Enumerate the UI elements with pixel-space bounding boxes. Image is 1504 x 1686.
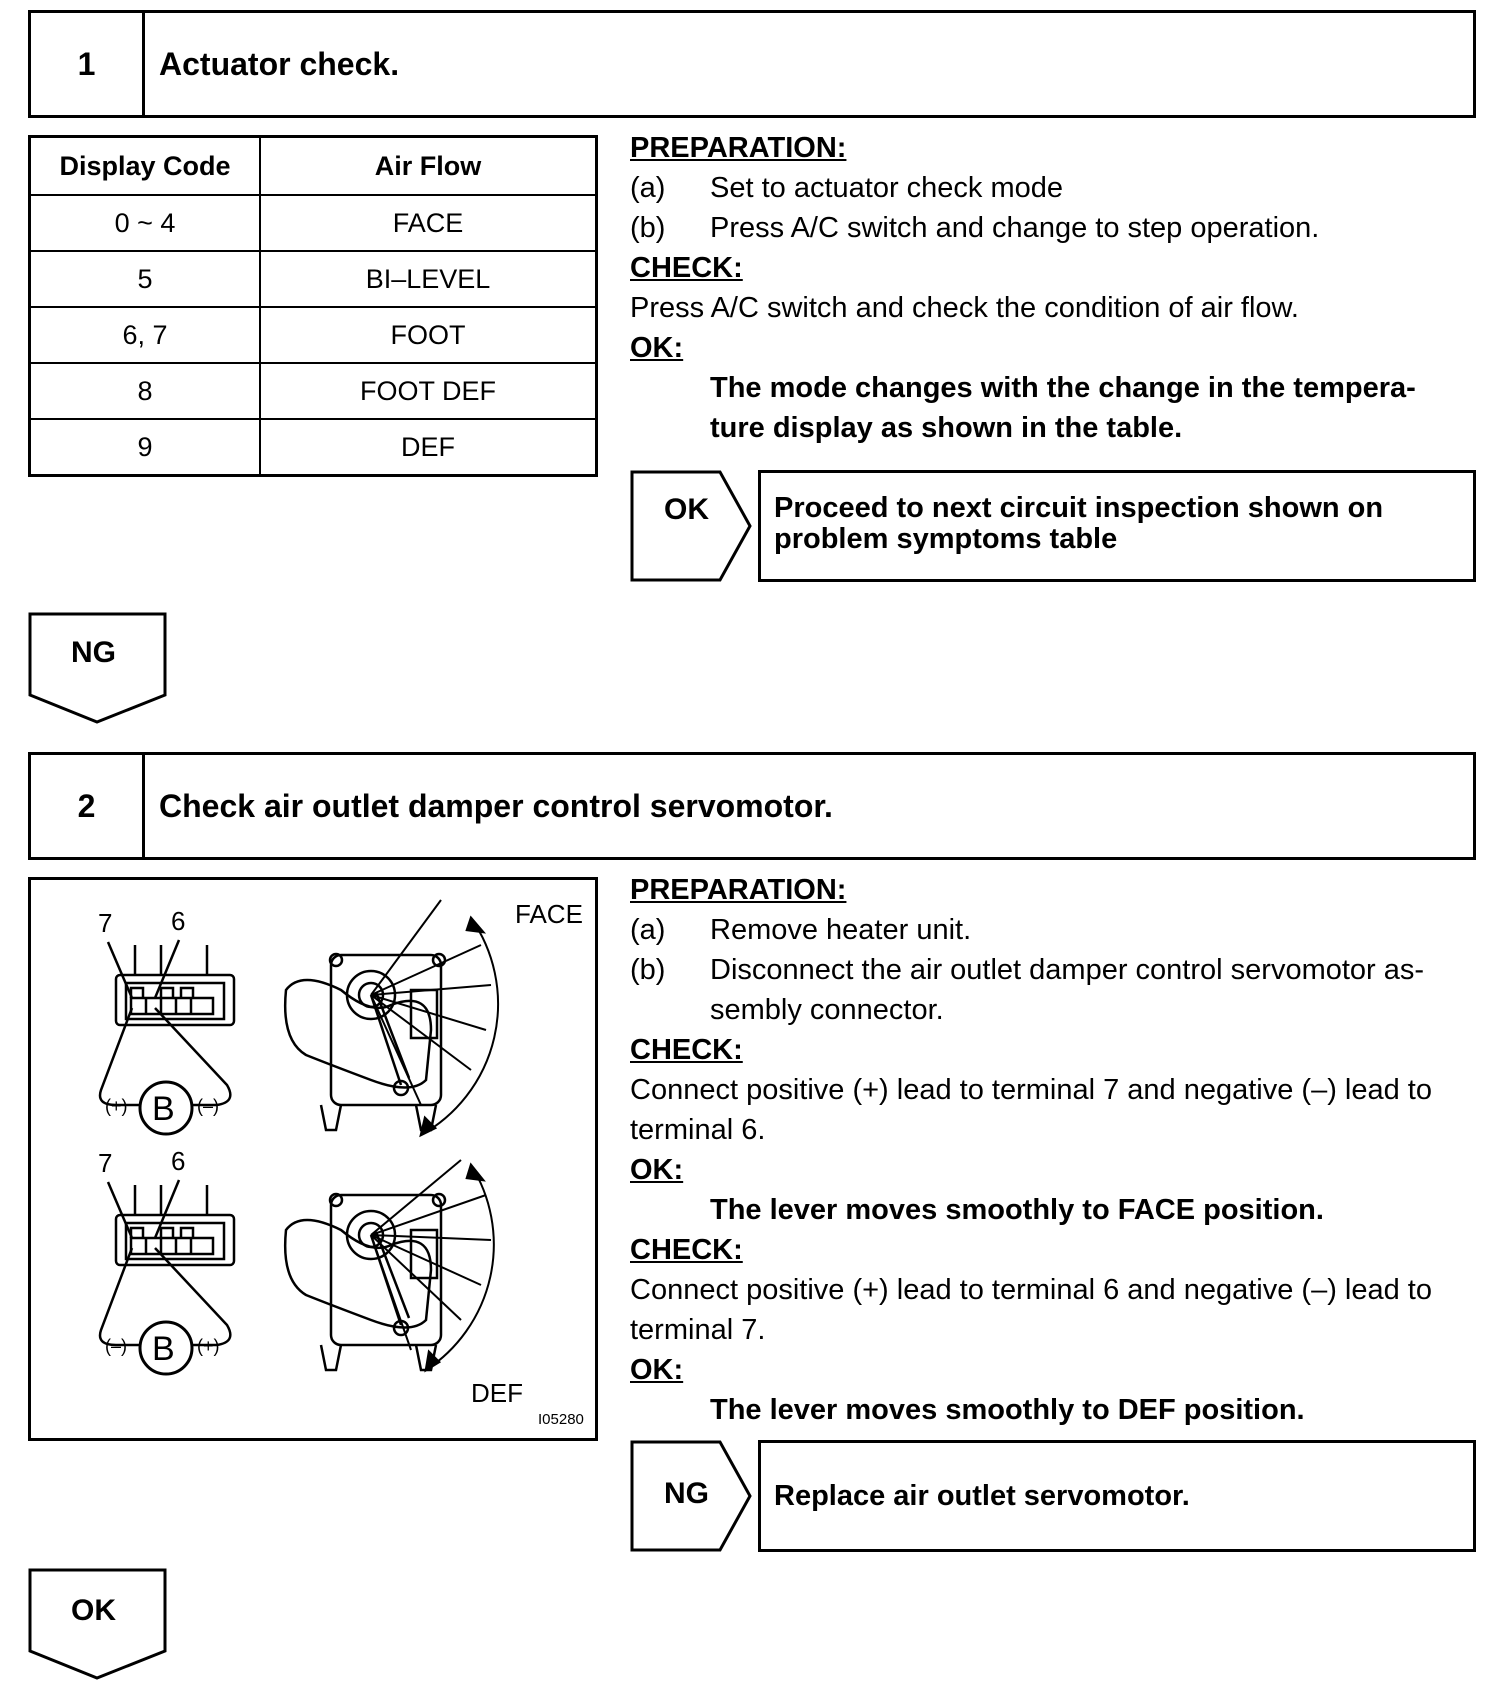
step1-number: 1 bbox=[31, 13, 145, 115]
step2-result-text: Replace air outlet servomotor. bbox=[774, 1480, 1190, 1512]
step1-ok-arrow-label: OK bbox=[664, 493, 709, 526]
table-cell-flow: FACE bbox=[260, 195, 597, 251]
step2-check2-line2: terminal 7. bbox=[630, 1314, 766, 1346]
step1-prep-b-text: Press A/C switch and change to step operation. bbox=[710, 212, 1320, 244]
step2-check1-heading: CHECK: bbox=[630, 1034, 743, 1066]
step2-check2-line1: Connect positive (+) lead to terminal 6 and negative (–) lead to bbox=[630, 1274, 1432, 1306]
face-position-label: FACE bbox=[515, 899, 583, 929]
step1-result-box bbox=[758, 470, 1476, 582]
top-battery-label: B bbox=[152, 1090, 175, 1128]
bottom-connector bbox=[116, 1185, 234, 1265]
def-position-label: DEF bbox=[471, 1378, 523, 1408]
step2-prep-b bbox=[630, 950, 1432, 990]
table-row bbox=[30, 195, 597, 251]
top-terminal-6-label: 6 bbox=[171, 906, 186, 936]
bottom-battery-label: B bbox=[152, 1330, 175, 1368]
table-cell-flow: DEF bbox=[260, 419, 597, 476]
figure-id-label: I05280 bbox=[538, 1411, 584, 1428]
table-cell-flow: BI–LEVEL bbox=[260, 251, 597, 307]
step2-result-box bbox=[758, 1440, 1476, 1552]
step1-ng-flow-label: NG bbox=[71, 636, 116, 669]
table-row bbox=[30, 251, 597, 307]
table-header-display-code: Display Code bbox=[30, 137, 261, 196]
step2-check2-heading: CHECK: bbox=[630, 1234, 743, 1266]
step1-preparation-heading: PREPARATION: bbox=[630, 132, 847, 164]
step1-prep-a-label: (a) bbox=[630, 172, 666, 204]
step2-ng-arrow-label: NG bbox=[664, 1477, 709, 1510]
table-cell-code: 0 ~ 4 bbox=[30, 195, 261, 251]
step2-instructions bbox=[630, 870, 1432, 1430]
table-row bbox=[30, 419, 597, 476]
top-plus-label: (+) bbox=[105, 1096, 128, 1116]
step2-ok2-heading: OK: bbox=[630, 1354, 684, 1386]
step1-ok-line2: ture display as shown in the table. bbox=[710, 412, 1183, 444]
step1-prep-b-label: (b) bbox=[630, 212, 666, 244]
top-position-lines bbox=[371, 900, 498, 1135]
servomotor-figure bbox=[28, 877, 598, 1441]
bottom-minus-label: (–) bbox=[105, 1336, 127, 1356]
table-cell-flow: FOOT bbox=[260, 307, 597, 363]
step2-prep-b-label: (b) bbox=[630, 954, 666, 986]
step2-prep-a bbox=[630, 910, 1432, 950]
table-cell-flow: FOOT DEF bbox=[260, 363, 597, 419]
step2-ok2-text: The lever moves smoothly to DEF position. bbox=[710, 1394, 1305, 1426]
table-row bbox=[30, 307, 597, 363]
top-terminal-7-label: 7 bbox=[98, 908, 113, 938]
bottom-terminal-6-label: 6 bbox=[171, 1146, 186, 1176]
step2-prep-a-text: Remove heater unit. bbox=[710, 914, 972, 946]
table-header-air-flow: Air Flow bbox=[260, 137, 597, 196]
table-header-row bbox=[30, 137, 597, 196]
table-row bbox=[30, 363, 597, 419]
display-code-table bbox=[28, 135, 598, 477]
step1-result-line1: Proceed to next circuit inspection shown on bbox=[774, 492, 1384, 524]
step1-prep-a-text: Set to actuator check mode bbox=[710, 172, 1064, 204]
bottom-terminal-7-label: 7 bbox=[98, 1148, 113, 1178]
step1-header bbox=[28, 10, 1476, 118]
step1-prep-b bbox=[630, 208, 1416, 248]
top-connector bbox=[116, 945, 234, 1025]
servomotor-diagram bbox=[31, 880, 595, 1438]
step1-ok-line1: The mode changes with the change in the tempera- bbox=[710, 372, 1416, 404]
step2-ok-flow-label: OK bbox=[71, 1594, 116, 1627]
step2-ok1-text: The lever moves smoothly to FACE position. bbox=[710, 1194, 1324, 1226]
step2-prep-b-line2: sembly connector. bbox=[710, 994, 944, 1026]
step2-ok1-heading: OK: bbox=[630, 1154, 684, 1186]
step2-check1-line2: terminal 6. bbox=[630, 1114, 766, 1146]
top-minus-label: (–) bbox=[197, 1096, 219, 1116]
step2-number: 2 bbox=[31, 755, 145, 857]
bottom-plus-label: (+) bbox=[197, 1336, 220, 1356]
step1-instructions bbox=[630, 128, 1416, 448]
step1-ok-heading: OK: bbox=[630, 332, 684, 364]
step1-result-text bbox=[774, 493, 1383, 555]
table-cell-code: 6, 7 bbox=[30, 307, 261, 363]
table-cell-code: 5 bbox=[30, 251, 261, 307]
step2-preparation-heading: PREPARATION: bbox=[630, 874, 847, 906]
table-cell-code: 9 bbox=[30, 419, 261, 476]
table-cell-code: 8 bbox=[30, 363, 261, 419]
step1-check-text: Press A/C switch and check the condition of air flow. bbox=[630, 292, 1299, 324]
step2-prep-a-label: (a) bbox=[630, 914, 666, 946]
step1-check-heading: CHECK: bbox=[630, 252, 743, 284]
step1-title: Actuator check. bbox=[159, 45, 400, 82]
step2-title: Check air outlet damper control servomotor. bbox=[159, 787, 833, 824]
step2-prep-b-text: Disconnect the air outlet damper control servomotor as- bbox=[710, 954, 1425, 986]
step2-check1-line1: Connect positive (+) lead to terminal 7 and negative (–) lead to bbox=[630, 1074, 1432, 1106]
step2-header bbox=[28, 752, 1476, 860]
step1-result-line2: problem symptoms table bbox=[774, 523, 1118, 555]
step1-prep-a bbox=[630, 168, 1416, 208]
